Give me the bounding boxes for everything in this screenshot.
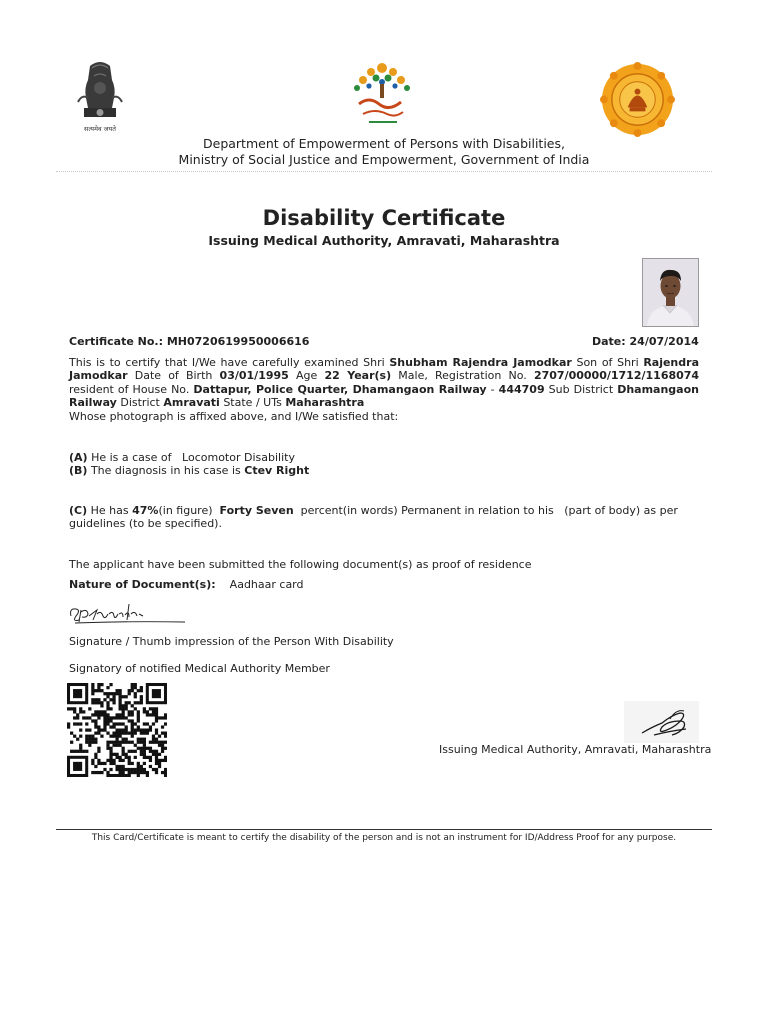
qr-code	[67, 683, 167, 777]
age: 22 Year(s)	[324, 369, 392, 383]
certification-paragraph: This is to certify that I/We have carefully examined Shri Shubham Rajendra Jamodkar Son of Shri Rajendra Jamodkar Date of Birth 03/01/1995 Age 22 Year(s) Male, Registration No. 2707/00000/1712/1168074 resident of House No. Dattapur, Police Quarter, Dhamangaon Railway - 444709 Sub District Dhamangaon Railway District Amravati State / UTs Maharashtra	[69, 356, 700, 409]
certificate-number-value: MH0720619950006616	[166, 335, 310, 348]
certificate-title: Disability Certificate	[262, 206, 506, 230]
diagnosis: Ctev Right	[244, 464, 310, 477]
emblem-motto: सत्यमेव जयते	[84, 125, 116, 133]
person-name: Shubham Rajendra Jamodkar	[389, 356, 572, 369]
signatory-label: Signatory of notified Medical Authority Member	[69, 662, 330, 675]
nature-of-document: Nature of Document(s): Aadhaar card	[69, 578, 304, 591]
registration-number: 2707/00000/1712/1168074	[533, 369, 700, 383]
divider	[56, 171, 712, 172]
date-of-birth: 03/01/1995	[219, 369, 289, 383]
authority-signature	[624, 701, 699, 743]
district: Amravati	[163, 395, 220, 409]
applicant-signature	[67, 600, 192, 628]
disability-percent-words: Forty Seven	[219, 504, 294, 517]
department-line-1: Department of Empowerment of Persons with Disabilities,	[203, 136, 565, 151]
clause-b: (B) The diagnosis in his case is Ctev Right	[69, 464, 310, 477]
applicant-photo	[642, 258, 699, 327]
state: Maharashtra	[285, 395, 365, 409]
disability-percent: 47%	[132, 504, 159, 517]
document-type: Aadhaar card	[229, 578, 304, 591]
father-name: Rajendra Jamodkar	[69, 356, 699, 383]
maharashtra-seal-logo	[600, 62, 675, 137]
azadi-logo	[343, 58, 421, 134]
footer-divider	[56, 829, 712, 830]
applicant-statement: The applicant have been submitted the following document(s) as proof of residence	[69, 558, 532, 571]
disability-type: Locomotor Disability	[182, 451, 295, 464]
certificate-date: Date: 24/07/2014	[592, 335, 699, 348]
gender: Male	[398, 369, 425, 383]
certificate-date-value: 24/07/2014	[629, 335, 699, 348]
signature-label: Signature / Thumb impression of the Person With Disability	[69, 635, 394, 648]
certificate-number: Certificate No.: MH0720619950006616	[69, 335, 310, 348]
issuing-authority: Issuing Medical Authority, Amravati, Maharashtra	[439, 743, 712, 756]
certificate-subtitle: Issuing Medical Authority, Amravati, Maharashtra	[208, 233, 560, 248]
photograph-statement: Whose photograph is affixed above, and I/We satisfied that:	[69, 410, 399, 423]
clause-a: (A) He is a case of Locomotor Disability	[69, 451, 295, 464]
national-emblem-logo	[72, 58, 128, 136]
house-address: Dattapur, Police Quarter, Dhamangaon Railway	[193, 382, 487, 396]
pin-code: 444709	[498, 382, 545, 396]
sub-district: Dhamangaon Railway	[69, 382, 699, 409]
footer-disclaimer: This Card/Certificate is meant to certify the disability of the person and is not an instrument for ID/Address Proof for any purpose.	[91, 833, 677, 843]
department-line-2: Ministry of Social Justice and Empowerment, Government of India	[178, 152, 590, 167]
clause-c: (C) He has 47%(in figure) Forty Seven percent(in words) Permanent in relation to his (part of body) as per guidelines (to be specified).	[69, 504, 678, 531]
